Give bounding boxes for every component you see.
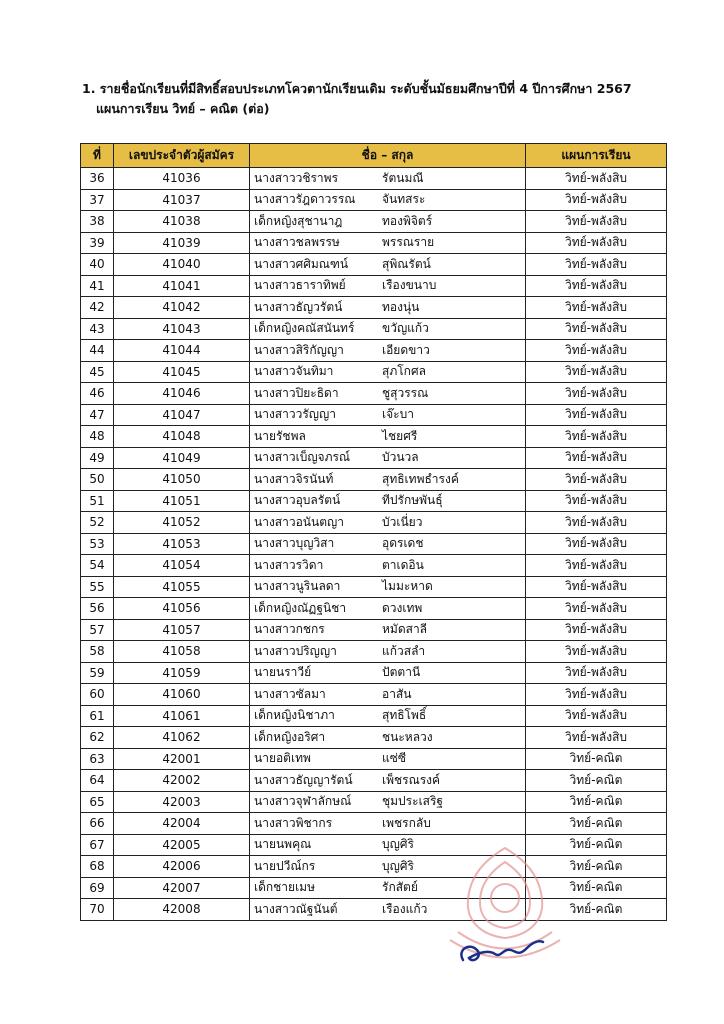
header-study-plan: แผนการเรียน	[526, 144, 667, 168]
row-first-name: นางสาวจิรนันท์	[254, 471, 334, 486]
table-row	[81, 555, 667, 577]
heading-line-1: 1. รายชื่อนักเรียนที่มีสิทธิ์สอบประเภทโควตานักเรียนเดิม ระดับชั้นมัธยมศึกษาปีที่ 4 ปีการศึกษา 2567	[82, 81, 632, 96]
row-applicant-id: 41046	[114, 383, 250, 405]
row-no: 49	[81, 447, 114, 469]
row-no: 42	[81, 297, 114, 319]
row-first-name: นางสาวรัฎดาวรรณ	[254, 192, 356, 207]
table-row	[81, 340, 667, 362]
row-first-name: นางสาวบุญวิสา	[254, 536, 335, 551]
row-first-name: นางสาวปิยะธิดา	[254, 385, 339, 400]
row-study-plan: วิทย์-คณิต	[526, 791, 667, 813]
row-first-name: นางสาวรวิดา	[254, 557, 324, 572]
row-no: 67	[81, 834, 114, 856]
row-last-name: บุญศิริ	[382, 858, 414, 873]
row-first-name: นางสาวจุฬาลักษณ์	[254, 794, 352, 809]
table-row	[81, 877, 667, 899]
row-full-name	[250, 404, 526, 426]
row-no: 68	[81, 856, 114, 878]
row-first-name: นางสาวจันทิมา	[254, 364, 334, 379]
row-first-name: เด็กหญิงณัฏฐนิชา	[254, 600, 347, 615]
table-row	[81, 275, 667, 297]
row-last-name: ปัตตานี	[382, 665, 421, 680]
row-study-plan: วิทย์-พลังสิบ	[526, 705, 667, 727]
row-first-name: นางสาวพิชากร	[254, 815, 333, 830]
row-last-name: อาสัน	[382, 686, 412, 701]
row-full-name	[250, 770, 526, 792]
row-applicant-id: 42004	[114, 813, 250, 835]
row-full-name	[250, 619, 526, 641]
row-study-plan: วิทย์-พลังสิบ	[526, 727, 667, 749]
row-first-name: นางสาวธัญวรัตน์	[254, 299, 343, 314]
row-last-name: สุภโกศล	[382, 364, 426, 379]
row-last-name: เพชรกลับ	[382, 815, 431, 830]
row-first-name: นางสาวซัลมา	[254, 686, 326, 701]
row-study-plan: วิทย์-คณิต	[526, 856, 667, 878]
row-study-plan: วิทย์-พลังสิบ	[526, 275, 667, 297]
row-first-name: นางสาวธัญญารัตน์	[254, 772, 353, 787]
table-row	[81, 211, 667, 233]
row-no: 57	[81, 619, 114, 641]
table-row	[81, 791, 667, 813]
row-full-name	[250, 662, 526, 684]
row-last-name: สุพิณรัตน์	[382, 256, 431, 271]
row-full-name	[250, 791, 526, 813]
row-study-plan: วิทย์-คณิต	[526, 770, 667, 792]
row-no: 61	[81, 705, 114, 727]
row-study-plan: วิทย์-พลังสิบ	[526, 340, 667, 362]
row-first-name: นางสาวณัฐนันต์	[254, 901, 338, 916]
header-no: ที่	[81, 144, 114, 168]
row-applicant-id: 42005	[114, 834, 250, 856]
row-last-name: เรืองขนาบ	[382, 278, 437, 293]
row-last-name: ดวงเทพ	[382, 600, 423, 615]
row-last-name: พรรณราย	[382, 235, 435, 250]
row-last-name: รักสัตย์	[382, 880, 418, 895]
row-applicant-id: 41062	[114, 727, 250, 749]
row-full-name	[250, 705, 526, 727]
row-applicant-id: 41043	[114, 318, 250, 340]
row-applicant-id: 41049	[114, 447, 250, 469]
row-full-name	[250, 447, 526, 469]
row-full-name	[250, 813, 526, 835]
row-applicant-id: 41055	[114, 576, 250, 598]
row-no: 40	[81, 254, 114, 276]
row-no: 47	[81, 404, 114, 426]
row-full-name	[250, 168, 526, 190]
row-full-name	[250, 189, 526, 211]
row-study-plan: วิทย์-พลังสิบ	[526, 662, 667, 684]
row-no: 48	[81, 426, 114, 448]
row-full-name	[250, 490, 526, 512]
row-last-name: เพ็ชรณรงค์	[382, 772, 441, 787]
row-first-name: นางสาวศศิมณฑน์	[254, 256, 349, 271]
row-study-plan: วิทย์-พลังสิบ	[526, 469, 667, 491]
row-study-plan: วิทย์-พลังสิบ	[526, 404, 667, 426]
row-study-plan: วิทย์-คณิต	[526, 834, 667, 856]
row-last-name: ตาเดอิน	[382, 557, 424, 572]
row-study-plan: วิทย์-พลังสิบ	[526, 361, 667, 383]
row-full-name	[250, 426, 526, 448]
row-no: 66	[81, 813, 114, 835]
row-last-name: ขวัญแก้ว	[382, 321, 429, 336]
row-study-plan: วิทย์-พลังสิบ	[526, 490, 667, 512]
row-full-name	[250, 555, 526, 577]
row-applicant-id: 41047	[114, 404, 250, 426]
row-last-name: เรืองแก้ว	[382, 901, 428, 916]
header-full-name: ชื่อ – สกุล	[250, 144, 526, 168]
row-last-name: ทีปรักษพันธุ์	[382, 493, 443, 508]
row-applicant-id: 41051	[114, 490, 250, 512]
row-no: 39	[81, 232, 114, 254]
row-applicant-id: 41053	[114, 533, 250, 555]
row-full-name	[250, 211, 526, 233]
row-last-name: บัวเนี่ยว	[382, 514, 423, 529]
row-applicant-id: 41044	[114, 340, 250, 362]
row-no: 43	[81, 318, 114, 340]
row-full-name	[250, 727, 526, 749]
row-first-name: นางสาวสิริกัญญา	[254, 342, 344, 357]
table-row	[81, 361, 667, 383]
row-applicant-id: 41054	[114, 555, 250, 577]
row-last-name: ทองพิจิตร์	[382, 213, 433, 228]
row-study-plan: วิทย์-พลังสิบ	[526, 254, 667, 276]
row-last-name: ชูสุวรรณ	[382, 385, 429, 400]
row-last-name: เอียดขาว	[382, 342, 430, 357]
table-row	[81, 662, 667, 684]
row-applicant-id: 41038	[114, 211, 250, 233]
row-first-name: เด็กหญิงอริศา	[254, 729, 326, 744]
row-study-plan: วิทย์-พลังสิบ	[526, 168, 667, 190]
table-header-row	[81, 144, 667, 168]
row-study-plan: วิทย์-พลังสิบ	[526, 211, 667, 233]
row-study-plan: วิทย์-พลังสิบ	[526, 232, 667, 254]
row-no: 64	[81, 770, 114, 792]
row-first-name: นายรัชพล	[254, 428, 306, 443]
row-full-name	[250, 598, 526, 620]
row-study-plan: วิทย์-พลังสิบ	[526, 318, 667, 340]
row-full-name	[250, 469, 526, 491]
row-no: 46	[81, 383, 114, 405]
table-row	[81, 426, 667, 448]
row-no: 36	[81, 168, 114, 190]
table-row	[81, 469, 667, 491]
table-row	[81, 684, 667, 706]
row-no: 53	[81, 533, 114, 555]
header-applicant-id: เลขประจำตัวผู้สมัคร	[114, 144, 250, 168]
row-last-name: แก้วสลำ	[382, 643, 426, 658]
row-last-name: หมัดสาลี	[382, 622, 428, 637]
row-study-plan: วิทย์-พลังสิบ	[526, 383, 667, 405]
row-no: 55	[81, 576, 114, 598]
row-full-name	[250, 576, 526, 598]
row-full-name	[250, 856, 526, 878]
table-row	[81, 490, 667, 512]
table-row	[81, 576, 667, 598]
row-full-name	[250, 383, 526, 405]
row-applicant-id: 41056	[114, 598, 250, 620]
table-row	[81, 512, 667, 534]
row-study-plan: วิทย์-พลังสิบ	[526, 619, 667, 641]
row-applicant-id: 42002	[114, 770, 250, 792]
student-list-table	[80, 143, 667, 921]
row-applicant-id: 41037	[114, 189, 250, 211]
row-study-plan: วิทย์-พลังสิบ	[526, 447, 667, 469]
row-first-name: นางสาวปริญญา	[254, 643, 337, 658]
row-study-plan: วิทย์-พลังสิบ	[526, 684, 667, 706]
table-row	[81, 318, 667, 340]
row-first-name: นายปวีณ์กร	[254, 858, 316, 873]
row-full-name	[250, 361, 526, 383]
row-full-name	[250, 318, 526, 340]
row-no: 56	[81, 598, 114, 620]
row-no: 37	[81, 189, 114, 211]
row-study-plan: วิทย์-พลังสิบ	[526, 533, 667, 555]
row-applicant-id: 41041	[114, 275, 250, 297]
row-no: 59	[81, 662, 114, 684]
row-full-name	[250, 232, 526, 254]
row-last-name: รัตนมณี	[382, 170, 424, 185]
row-first-name: นายนพคุณ	[254, 837, 312, 852]
row-applicant-id: 41039	[114, 232, 250, 254]
row-first-name: เด็กหญิงสุชานาฎ	[254, 213, 343, 228]
table-row	[81, 748, 667, 770]
row-first-name: นางสาวอุบลรัตน์	[254, 493, 341, 508]
row-last-name: บัวนวล	[382, 450, 419, 465]
row-no: 63	[81, 748, 114, 770]
row-applicant-id: 41045	[114, 361, 250, 383]
row-study-plan: วิทย์-พลังสิบ	[526, 598, 667, 620]
row-first-name: นายอติเทพ	[254, 751, 311, 766]
row-last-name: ชุมประเสริฐ	[382, 794, 444, 809]
row-first-name: นางสาวนูรินลดา	[254, 579, 341, 594]
row-first-name: นางสาววชิราพร	[254, 170, 339, 185]
table-row	[81, 834, 667, 856]
table-row	[81, 856, 667, 878]
row-first-name: นางสาวธาราทิพย์	[254, 278, 346, 293]
row-last-name: สุทธิโพธิ์	[382, 708, 427, 723]
table-row	[81, 383, 667, 405]
row-no: 60	[81, 684, 114, 706]
row-study-plan: วิทย์-พลังสิบ	[526, 555, 667, 577]
row-full-name	[250, 512, 526, 534]
row-no: 45	[81, 361, 114, 383]
table-row	[81, 813, 667, 835]
row-study-plan: วิทย์-พลังสิบ	[526, 297, 667, 319]
table-row	[81, 189, 667, 211]
row-applicant-id: 41050	[114, 469, 250, 491]
row-last-name: สุทธิเทพธำรงค์	[382, 471, 459, 486]
row-no: 44	[81, 340, 114, 362]
row-no: 62	[81, 727, 114, 749]
table-row	[81, 297, 667, 319]
row-applicant-id: 41040	[114, 254, 250, 276]
row-last-name: อุดรเดช	[382, 536, 424, 551]
heading-line-2: แผนการเรียน วิทย์ – คณิต (ต่อ)	[96, 101, 270, 116]
row-study-plan: วิทย์-คณิต	[526, 748, 667, 770]
row-applicant-id: 41052	[114, 512, 250, 534]
row-study-plan: วิทย์-พลังสิบ	[526, 512, 667, 534]
row-no: 69	[81, 877, 114, 899]
row-last-name: ไชยศรี	[382, 428, 418, 443]
row-study-plan: วิทย์-พลังสิบ	[526, 641, 667, 663]
row-last-name: บุญศิริ	[382, 837, 414, 852]
row-applicant-id: 42006	[114, 856, 250, 878]
table-row	[81, 727, 667, 749]
row-applicant-id: 41059	[114, 662, 250, 684]
row-no: 38	[81, 211, 114, 233]
row-no: 54	[81, 555, 114, 577]
row-applicant-id: 41060	[114, 684, 250, 706]
row-first-name: นางสาวชลพรรษ	[254, 235, 340, 250]
row-applicant-id: 41042	[114, 297, 250, 319]
row-full-name	[250, 748, 526, 770]
row-applicant-id: 42003	[114, 791, 250, 813]
row-study-plan: วิทย์-พลังสิบ	[526, 189, 667, 211]
table-row	[81, 899, 667, 921]
row-applicant-id: 41058	[114, 641, 250, 663]
row-applicant-id: 41036	[114, 168, 250, 190]
row-last-name: ไมมะหาด	[382, 579, 433, 594]
table-row	[81, 598, 667, 620]
row-first-name: เด็กชายเมษ	[254, 880, 315, 895]
row-first-name: นางสาวกชกร	[254, 622, 325, 637]
row-first-name: นายนราวีย์	[254, 665, 312, 680]
row-study-plan: วิทย์-พลังสิบ	[526, 426, 667, 448]
row-full-name	[250, 297, 526, 319]
table-row	[81, 770, 667, 792]
row-no: 41	[81, 275, 114, 297]
table-row	[81, 641, 667, 663]
row-no: 51	[81, 490, 114, 512]
row-study-plan: วิทย์-คณิต	[526, 877, 667, 899]
row-no: 50	[81, 469, 114, 491]
table-row	[81, 404, 667, 426]
table-row	[81, 254, 667, 276]
row-last-name: เจ๊ะบา	[382, 407, 414, 422]
row-no: 70	[81, 899, 114, 921]
row-full-name	[250, 899, 526, 921]
table-row	[81, 619, 667, 641]
table-row	[81, 232, 667, 254]
row-full-name	[250, 254, 526, 276]
row-full-name	[250, 340, 526, 362]
row-applicant-id: 41057	[114, 619, 250, 641]
table-row	[81, 447, 667, 469]
row-applicant-id: 42007	[114, 877, 250, 899]
row-first-name: นางสาวเบ็ญจภรณ์	[254, 450, 351, 465]
row-full-name	[250, 275, 526, 297]
row-first-name: เด็กหญิงนิชาภา	[254, 708, 335, 723]
row-applicant-id: 42008	[114, 899, 250, 921]
row-first-name: เด็กหญิงคณัสนันทร์	[254, 321, 355, 336]
row-full-name	[250, 533, 526, 555]
table-row	[81, 168, 667, 190]
row-last-name: แซ่ซี	[382, 751, 407, 766]
row-last-name: ทองนุ่น	[382, 299, 420, 314]
row-no: 58	[81, 641, 114, 663]
row-applicant-id: 41061	[114, 705, 250, 727]
row-study-plan: วิทย์-พลังสิบ	[526, 576, 667, 598]
row-study-plan: วิทย์-คณิต	[526, 813, 667, 835]
row-first-name: นางสาววรัญญา	[254, 407, 336, 422]
row-full-name	[250, 684, 526, 706]
row-applicant-id: 42001	[114, 748, 250, 770]
row-full-name	[250, 641, 526, 663]
document-heading	[82, 79, 632, 119]
row-full-name	[250, 877, 526, 899]
row-no: 52	[81, 512, 114, 534]
row-last-name: จันทสระ	[382, 192, 426, 207]
row-applicant-id: 41048	[114, 426, 250, 448]
row-study-plan: วิทย์-คณิต	[526, 899, 667, 921]
row-last-name: ชนะหลวง	[382, 729, 433, 744]
table-row	[81, 533, 667, 555]
table-row	[81, 705, 667, 727]
row-full-name	[250, 834, 526, 856]
row-no: 65	[81, 791, 114, 813]
signature-icon	[455, 930, 545, 975]
row-first-name: นางสาวอนันตญา	[254, 514, 344, 529]
